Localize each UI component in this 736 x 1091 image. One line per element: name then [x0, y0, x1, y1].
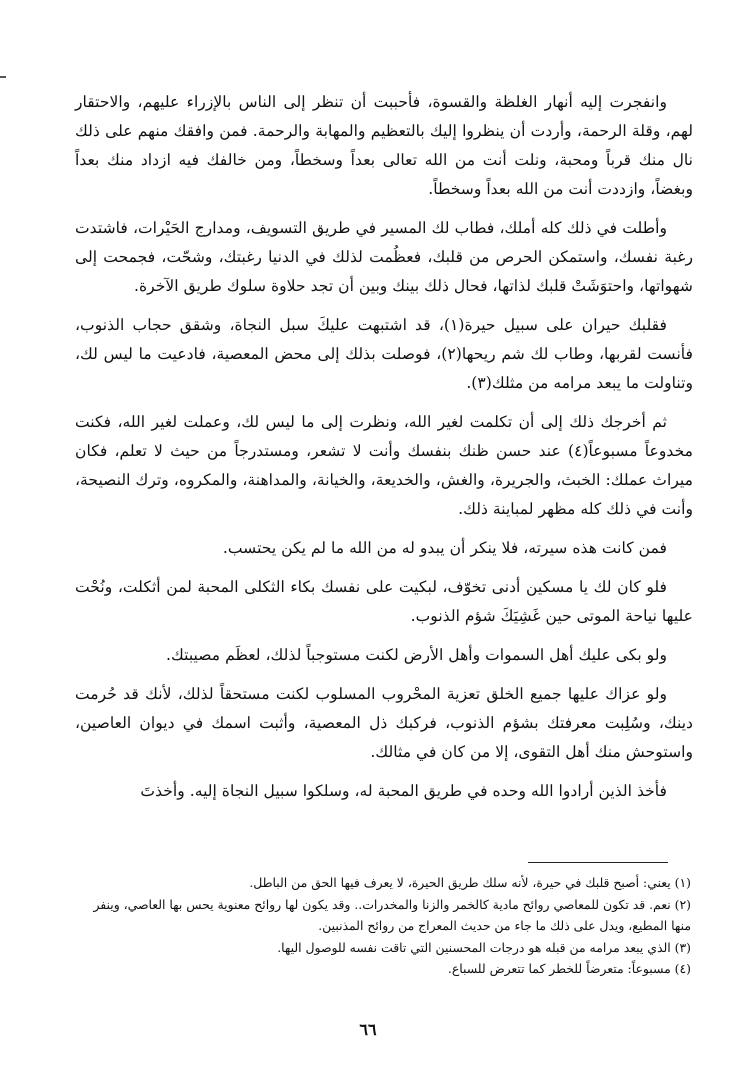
page-number: ٦٦: [359, 1020, 377, 1039]
paragraph: وانفجرت إليه أنهار الغلظة والقسوة، فأحببت أن تنظر إلى الناس بالإزراء عليهم، والاحتقار لهم، وقلة الرحمة، وأردت أن ينظروا إليك بالتعظيم والمهابة والرحمة. فمن وافقك منهم على ذلك نال منك قرباً ومحبة، ونلت أنت من الله تعالى بعداً وسخطاً، ومن خالفك فيه ازداد منك بعداً وبغضاً، وازددت أنت من الله بعداً وسخطاً.: [75, 93, 693, 198]
paragraph: ولو بكى عليك أهل السموات وأهل الأرض لكنت مستوجباً لذلك، لعظَم مصيبتك.: [166, 646, 667, 664]
footnotes: [75, 872, 693, 980]
paragraph: فلو كان لك يا مسكين أدنى تخوّف، لبكيت على نفسك بكاء الثكلى المحبة لمن أثكلت، ونُحْت عليها نياحة الموتى حين غَشِيَكَ شؤم الذنوب.: [75, 578, 693, 625]
main-text: [75, 88, 693, 816]
paragraph: فقلبك حيران على سبيل حيرة(١)، قد اشتبهت عليكَ سبل النجاة، وشقق حجاب الذنوب، فأنست لقربها، وطاب لك شم ريحها(٢)، فوصلت بذلك إلى محض المعصية، فادعيت ما ليس لك، وتناولت ما يبعد مرامه من مثلك(٣).: [75, 316, 693, 392]
paragraph: ثم أخرجك ذلك إلى أن تكلمت لغير الله، ونظرت إلى ما ليس لك، وعملت لغير الله، فكنت مخدوعاً مسبوعاً(٤) عند حسن ظنك بنفسك وأنت لا تشعر، ومستدرجاً من حيث لا تعلم، فكان ميراث عملك: الخبث، والجريرة، والغش، والخديعة، والخيانة، والمداهنة، والمكروه، وترك النصيحة، وأنت في ذلك كله مظهر لمباينة ذلك.: [75, 413, 693, 518]
footnote: (٣) الذي يبعد مرامه من قبله هو درجات المحسنين التي تاقت نفسه للوصول اليها.: [277, 939, 691, 955]
footnote: (٢) نعم. قد تكون للمعاصي روائح مادية كالخمر والزنا والمخدرات.. وقد يكون لها روائح معنوية يحس بها العاصي، وينفر منها المطيع، ويدل على ذلك ما جاء من حديث المعراج من روائح المذنبين.: [93, 896, 691, 933]
paragraph: وأطلت في ذلك كله أملك، فطاب لك المسير في طريق التسويف، ومدارج الحَيْرات، فاشتدت رغبة نفسك، واستمكن الحرص من قلبك، فعظُمت لذلك في الدنيا رغبتك، وشحّت، فجمحت إلى شهواتها، واحتوَشَتْ قلبك لذاتها، فحال ذلك بينك وبين أن تجد حلاوة سلوك طريق الآخرة.: [75, 219, 693, 295]
margin-mark: [0, 76, 6, 78]
footnote: (٤) مسبوعاً: متعرضاً للخطر كما تتعرض للسباع.: [447, 961, 691, 976]
footnote: (١) يعني: أصبح قلبك في حيرة، لأنه سلك طريق الحيرة، لا يعرف فيها الحق من الباطل.: [249, 875, 691, 890]
paragraph: فأخذ الذين أرادوا الله وحده في طريق المحبة له، وسلكوا سبيل النجاة إليه. وأخذتَ: [140, 782, 667, 800]
footnote-divider: [528, 862, 668, 863]
paragraph: فمن كانت هذه سيرته، فلا ينكر أن يبدو له من الله ما لم يكن يحتسب.: [222, 539, 667, 557]
paragraph: ولو عزاك عليها جميع الخلق تعزية المحْروب المسلوب لكنت مستحقاً لذلك، لأنك قد حُرمت دينك، وسُلِبت معرفتك بشؤم الذنوب، فركبك ذل المعصية، وأثبت اسمك في ديوان العاصين، واستوحش منك أهل التقوى، إلا من كان في مثالك.: [75, 685, 693, 761]
